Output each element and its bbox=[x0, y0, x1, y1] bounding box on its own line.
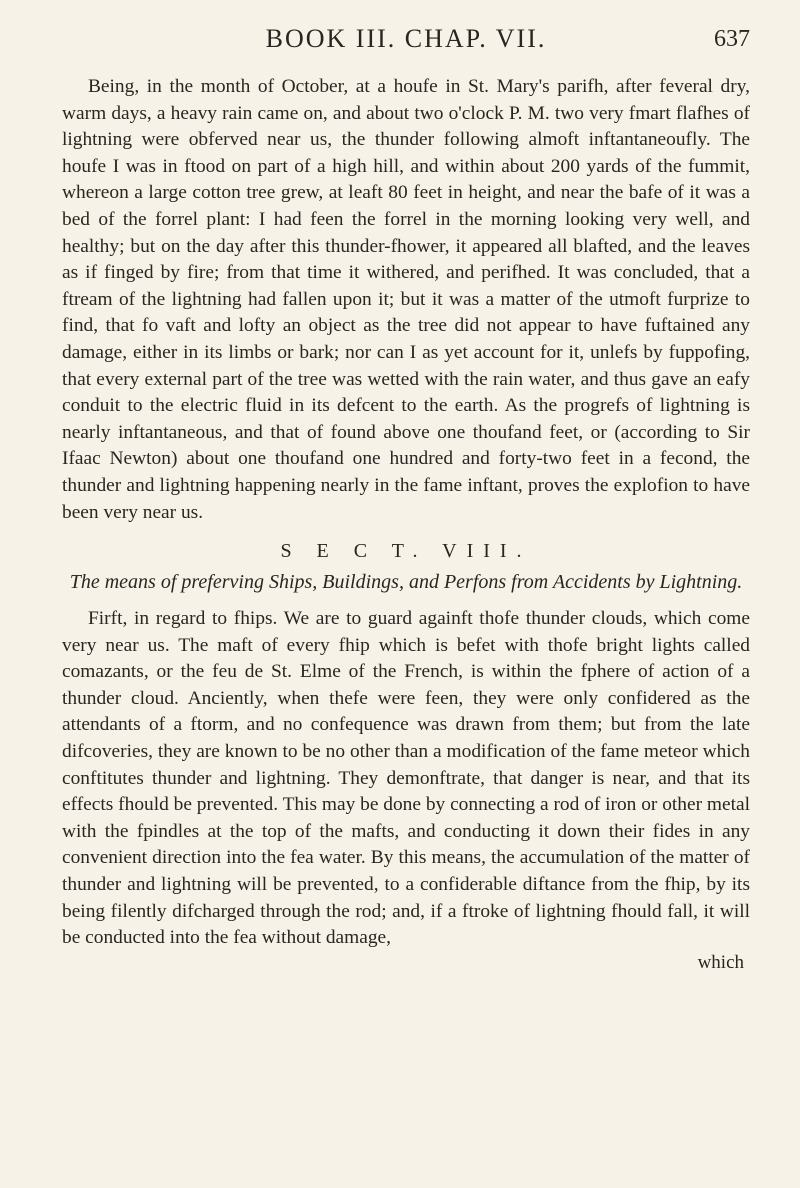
book-page bbox=[0, 14, 800, 1188]
page-number: 637 bbox=[714, 26, 750, 52]
running-head-title: BOOK III. CHAP. VII. bbox=[265, 24, 547, 53]
body-paragraph-ships: Firft, in regard to fhips. We are to guard againft thofe thunder clouds, which come very near us. The maft of every fhip which is befet with thofe bright lights called comazants, or the feu de St. Elme of the French, is within the fphere of action of a thunder cloud. Anciently, when thefe were feen, they were only confidered as the attendants of a ftorm, and no confequence was drawn from them; but from the late difcoveries, they are known to be no other than a modification of the fame meteor which conftitutes thunder and lightning. They demonftrate, that danger is near, and that its effects fhould be prevented. This may be done by connecting a rod of iron or other metal with the fpindles at the top of the mafts, and conducting it down their fides in any convenient direction into the fea water. By this means, the accumulation of the matter of thunder and lightning will be prevented, to a confiderable diftance from the fhip, by its being filently difcharged through the rod; and, if a ftroke of lightning fhould fall, it will be conducted into the fea without damage, bbox=[62, 608, 750, 949]
running-head bbox=[62, 14, 750, 74]
section-heading: S E C T. VIII. bbox=[280, 540, 532, 563]
section-subtitle: The means of preferving Ships, Buildings, and Perfons from Accidents by Lightning. bbox=[69, 571, 743, 594]
catchword: which bbox=[697, 951, 744, 973]
body-paragraph-lightning-observation: Being, in the month of October, at a houfe in St. Mary's parifh, after feveral dry, warm days, a heavy rain came on, and about two o'clock P. M. two very fmart flafhes of lightning were obferved near us, the thunder following almoft inftantaneoufly. The houfe I was in ftood on part of a high hill, and within about 200 yards of the fummit, whereon a large cotton tree grew, at leaft 80 feet in height, and near the bafe of it was a bed of the forrel plant: I had feen the forrel in the morning looking very well, and healthy; but on the day after this thunder-fhower, it appeared all blafted, and the leaves as if finged by fire; from that time it withered, and perifhed. It was concluded, that a ftream of the lightning had fallen upon it; but it was a matter of the utmoft furprize to find, that fo vaft and lofty an object as the tree did not appear to have fuftained any damage, either in its limbs or bark; nor can I as yet account for it, unlefs by fuppofing, that every external part of the tree was wetted with the rain water, and thus gave an eafy conduit to the electric fluid in its defcent to the earth. As the progrefs of lightning is nearly inftantaneous, and that of found above one thoufand feet, or (according to Sir Ifaac Newton) about one thoufand one hundred and forty-two feet in a fecond, the thunder and lightning happening nearly in the fame inftant, proves the explofion to have been very near us. bbox=[62, 76, 750, 523]
